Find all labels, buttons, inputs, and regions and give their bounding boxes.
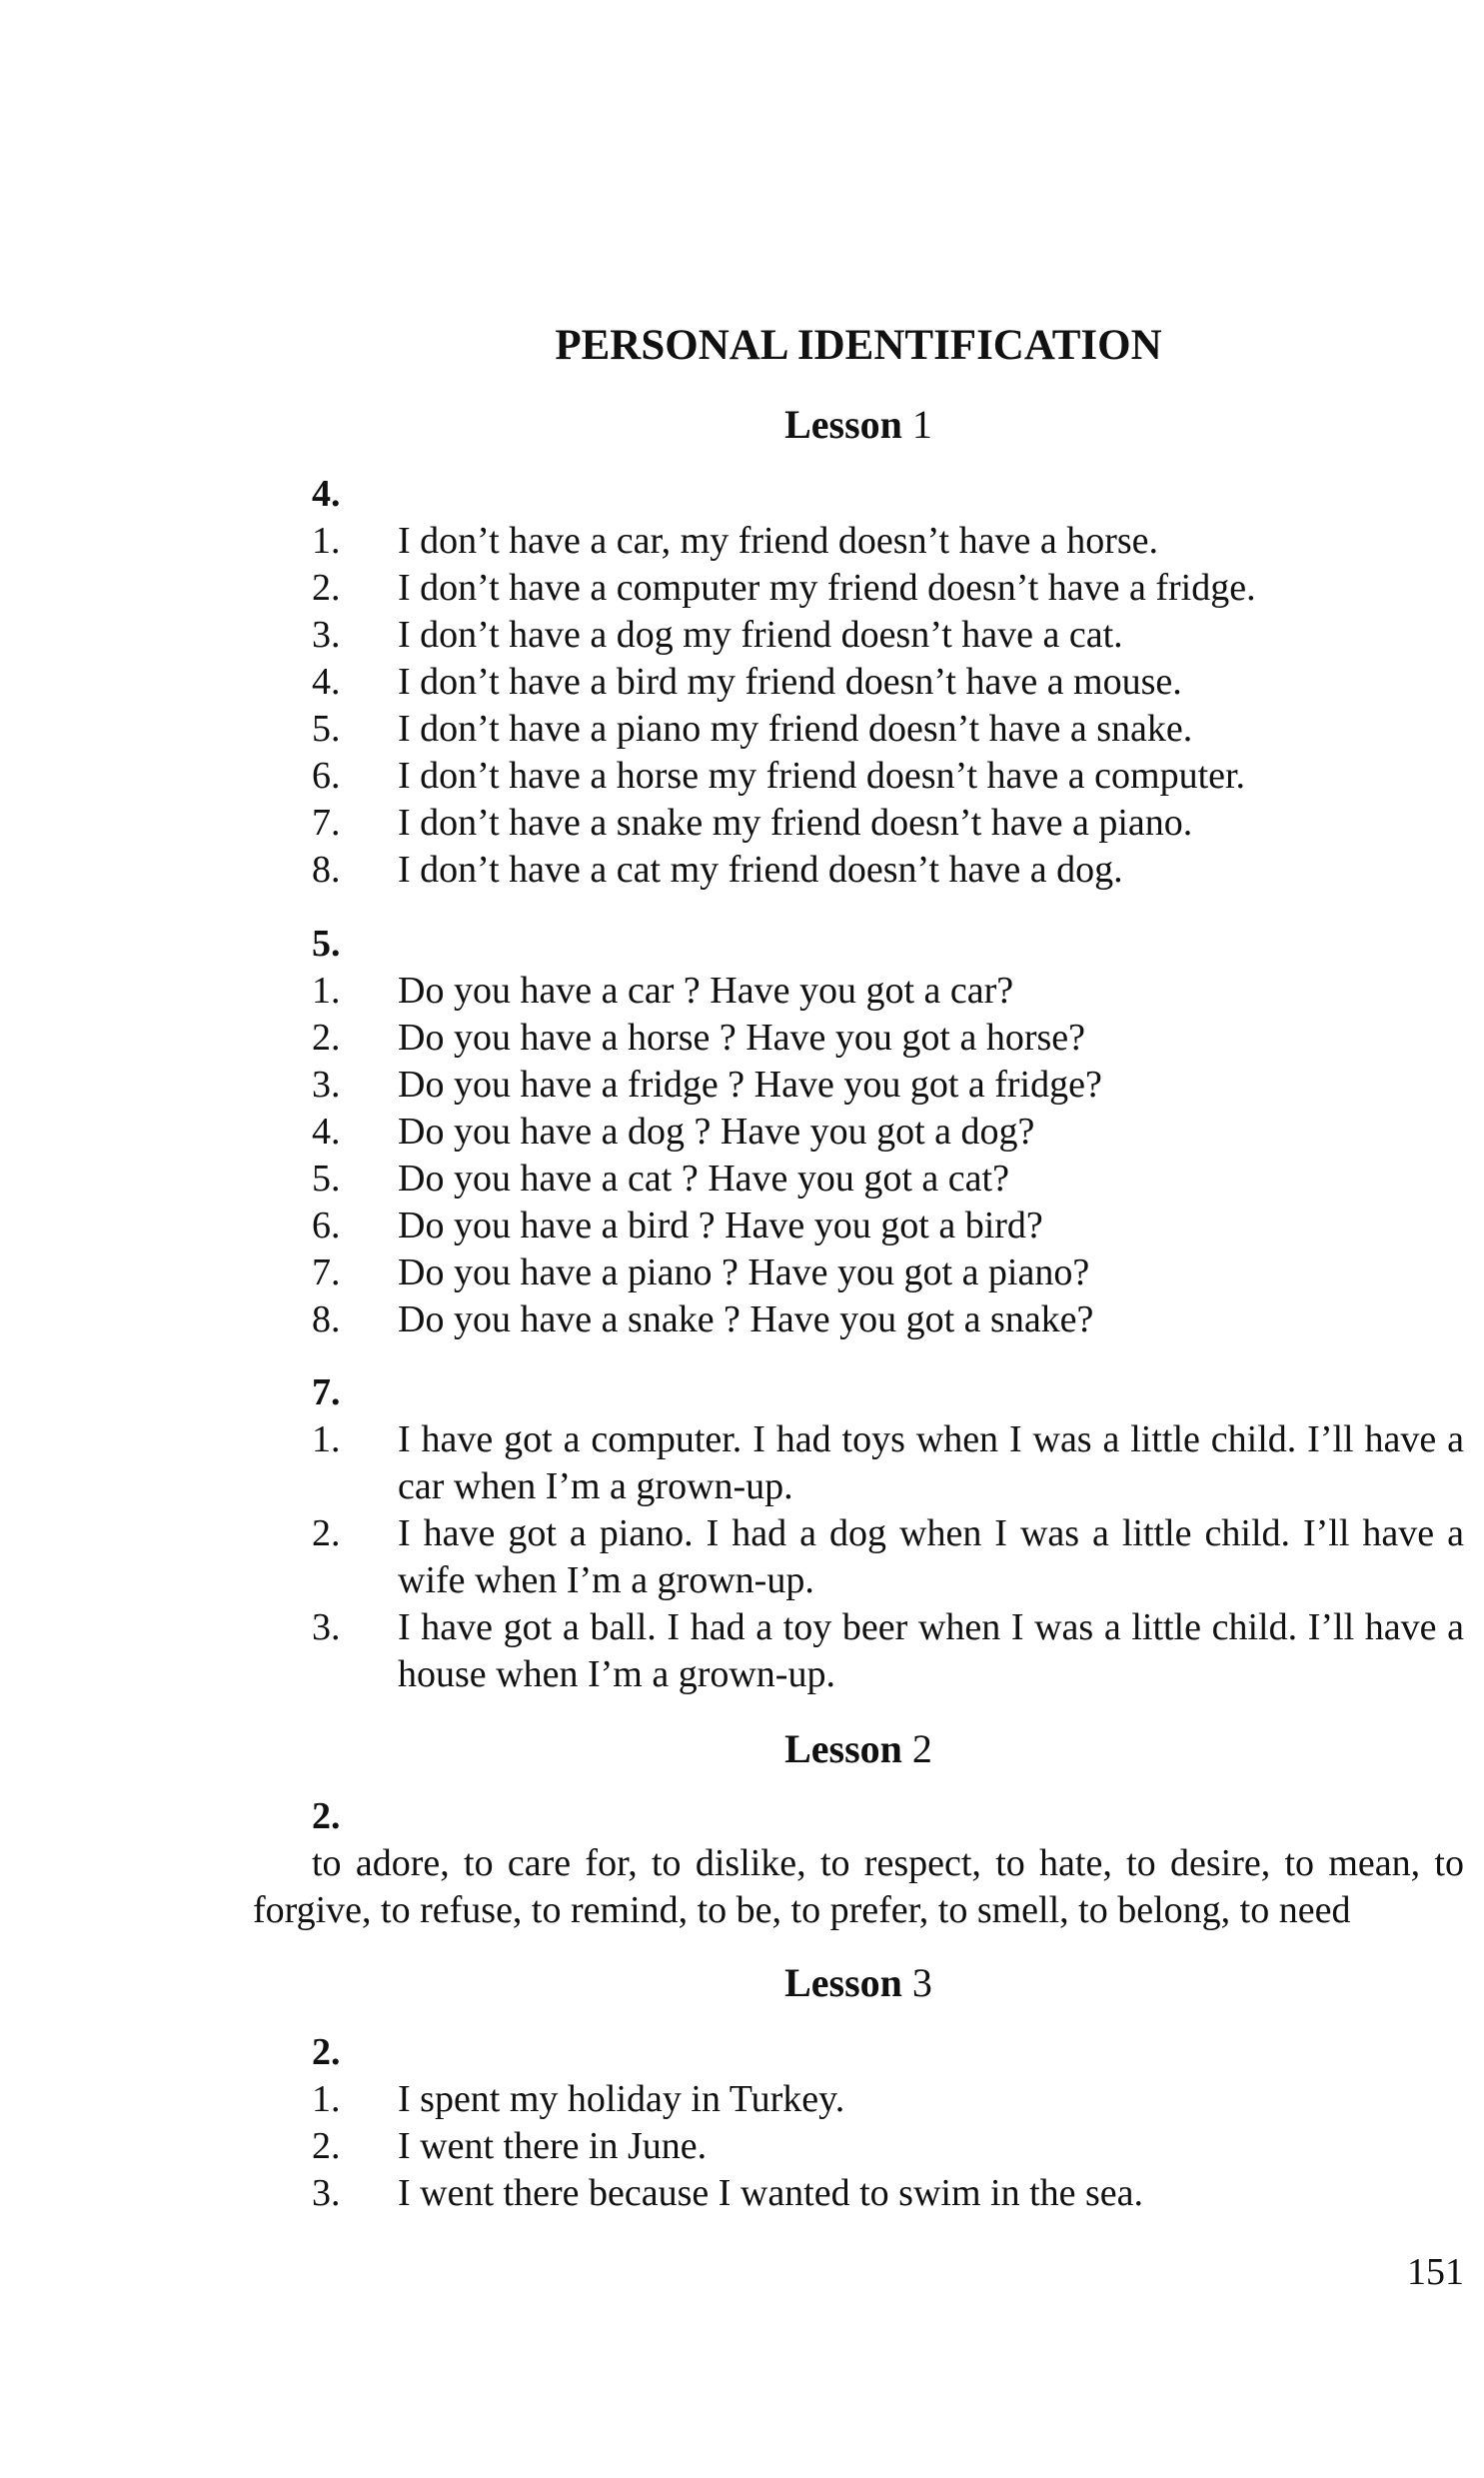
item-number: 6. — [312, 755, 341, 797]
item-number: 7. — [312, 802, 341, 844]
item-number: 3. — [312, 614, 341, 656]
item-text: I have got a computer. I had toys when I was a little child. I’ll have a car when I’m a grown-up. — [398, 1418, 1464, 1507]
list-item — [312, 1203, 1464, 1249]
item-text: Do you have a dog ? Have you got a dog? — [398, 1111, 1035, 1153]
lesson-word: Lesson — [784, 402, 902, 447]
item-number: 3. — [312, 1606, 341, 1648]
item-number: 2. — [312, 2125, 341, 2167]
lesson-3-heading — [253, 1955, 1464, 2011]
item-text: I don’t have a dog my friend doesn’t have a cat. — [398, 614, 1123, 656]
list-item — [312, 565, 1464, 612]
list-item — [312, 706, 1464, 753]
exercise-2-label: 2. — [312, 2031, 341, 2073]
item-number: 2. — [312, 1017, 341, 1059]
list-item — [312, 1296, 1464, 1343]
list-item — [312, 1109, 1464, 1156]
item-text: I went there in June. — [398, 2125, 708, 2167]
item-number: 6. — [312, 1205, 341, 1246]
list-item — [312, 1604, 1464, 1698]
lesson-1-heading — [253, 397, 1464, 453]
item-text: I don’t have a computer my friend doesn’t have a fridge. — [398, 567, 1256, 609]
item-text: I don’t have a piano my friend doesn’t have a snake. — [398, 708, 1193, 750]
lesson-number: 1 — [911, 402, 932, 447]
lesson-2-heading — [253, 1721, 1464, 1777]
item-text: Do you have a fridge ? Have you got a fridge? — [398, 1064, 1102, 1106]
list-item — [312, 1156, 1464, 1203]
item-text: I don’t have a car, my friend doesn’t have a horse. — [398, 520, 1159, 562]
item-text: I don’t have a horse my friend doesn’t have a computer. — [398, 755, 1246, 797]
item-text: I don’t have a snake my friend doesn’t have a piano. — [398, 802, 1193, 844]
list-item — [312, 518, 1464, 565]
item-text: I have got a ball. I had a toy beer when I was a little child. I’ll have a house when I’m a grown-up. — [398, 1606, 1464, 1695]
lesson-number: 2 — [911, 1726, 932, 1771]
item-number: 7. — [312, 1251, 341, 1293]
page-number: 151 — [1407, 2251, 1464, 2293]
item-text: Do you have a horse ? Have you got a horse? — [398, 1017, 1085, 1059]
exercise-2-list — [312, 2076, 1464, 2217]
item-text: Do you have a snake ? Have you got a snake? — [398, 1298, 1094, 1340]
list-item — [312, 1510, 1464, 1604]
exercise-7-list — [312, 1416, 1464, 1698]
item-number: 5. — [312, 1158, 341, 1200]
item-text: Do you have a car ? Have you got a car? — [398, 970, 1014, 1012]
list-item — [312, 753, 1464, 800]
item-number: 5. — [312, 708, 341, 750]
item-number: 2. — [312, 1512, 341, 1554]
list-item — [312, 2170, 1464, 2217]
item-text: I don’t have a cat my friend doesn’t have a dog. — [398, 849, 1123, 891]
list-item — [312, 968, 1464, 1015]
item-number: 1. — [312, 1418, 341, 1460]
exercise-2-label: 2. — [312, 1795, 341, 1837]
list-item — [312, 1416, 1464, 1510]
item-number: 2. — [312, 567, 341, 609]
exercise-4-list — [312, 518, 1464, 894]
lesson-word: Lesson — [784, 1726, 902, 1771]
item-text: Do you have a piano ? Have you got a piano? — [398, 1251, 1090, 1293]
list-item — [312, 800, 1464, 847]
item-number: 1. — [312, 970, 341, 1012]
item-text: Do you have a bird ? Have you got a bird? — [398, 1205, 1043, 1246]
list-item — [312, 659, 1464, 706]
exercise-5-label: 5. — [312, 923, 341, 965]
list-item — [312, 2123, 1464, 2170]
list-item — [312, 612, 1464, 659]
item-text: I don’t have a bird my friend doesn’t have a mouse. — [398, 661, 1182, 703]
item-number: 4. — [312, 661, 341, 703]
lesson-word: Lesson — [784, 1960, 902, 2005]
exercise-7-label: 7. — [312, 1371, 341, 1413]
item-number: 1. — [312, 520, 341, 562]
list-item — [312, 1062, 1464, 1109]
verb-list-paragraph: to adore, to care for, to dislike, to respect, to hate, to desire, to mean, to forgive, to refuse, to remind, to be, to prefer, to smell, to belong, to need — [253, 1842, 1464, 1931]
item-number: 8. — [312, 1298, 341, 1340]
list-item — [312, 2076, 1464, 2123]
exercise-5-list — [312, 968, 1464, 1343]
item-number: 8. — [312, 849, 341, 891]
item-number: 3. — [312, 1064, 341, 1106]
list-item — [312, 1015, 1464, 1062]
list-item — [312, 1249, 1464, 1296]
item-text: I went there because I wanted to swim in the sea. — [398, 2172, 1144, 2214]
item-text: Do you have a cat ? Have you got a cat? — [398, 1158, 1009, 1200]
item-number: 1. — [312, 2078, 341, 2120]
list-item — [312, 847, 1464, 894]
item-text: I spent my holiday in Turkey. — [398, 2078, 845, 2120]
page-title: PERSONAL IDENTIFICATION — [555, 322, 1162, 369]
item-number: 3. — [312, 2172, 341, 2214]
item-number: 4. — [312, 1111, 341, 1153]
lesson-number: 3 — [911, 1960, 932, 2005]
exercise-4-label: 4. — [312, 473, 341, 515]
item-text: I have got a piano. I had a dog when I was a little child. I’ll have a wife when I’m a grown-up. — [398, 1512, 1464, 1601]
